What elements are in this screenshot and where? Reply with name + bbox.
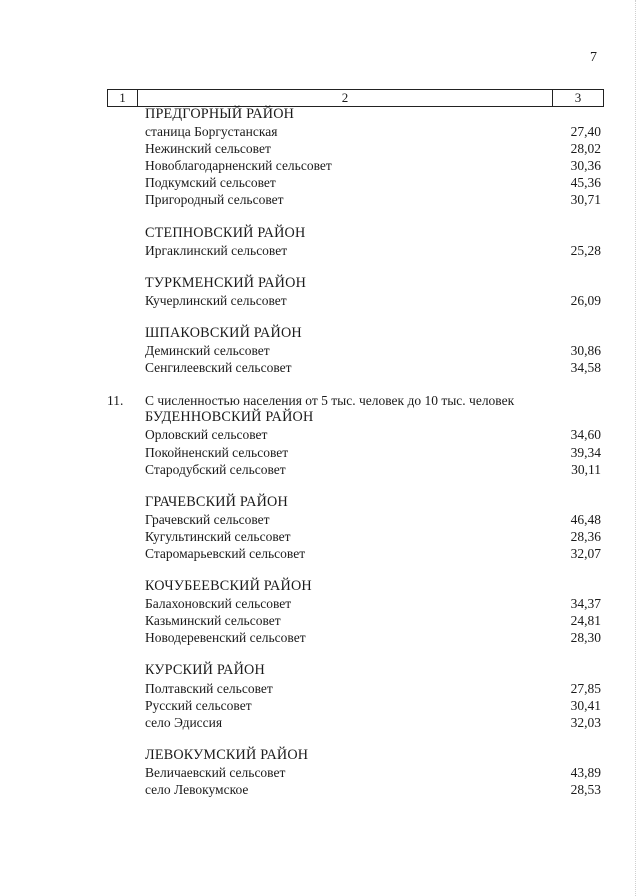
settlement-name: Грачевский сельсовет xyxy=(145,511,270,527)
settlement-name: Старомарьевский сельсовет xyxy=(145,545,306,561)
section-heading xyxy=(107,392,602,409)
settlement-name: Покойненский сельсовет xyxy=(145,444,289,460)
district-heading: ЛЕВОКУМСКИЙ РАЙОН xyxy=(145,746,309,763)
settlement-value: 28,36 xyxy=(570,528,601,544)
page-edge xyxy=(635,0,636,896)
settlement-name: Орловский сельсовет xyxy=(145,427,268,443)
district-heading: КОЧУБЕЕВСКИЙ РАЙОН xyxy=(145,578,312,595)
settlement-value: 25,28 xyxy=(570,242,601,258)
blocks-before-section xyxy=(107,106,602,376)
settlement-value: 28,53 xyxy=(570,782,601,797)
district-heading: ПРЕДГОРНЫЙ РАЙОН xyxy=(145,106,295,122)
settlement-name: Кугультинский сельсовет xyxy=(145,528,291,544)
settlement-name: Кучерлинский сельсовет xyxy=(145,292,287,308)
settlement-name: Нежинский сельсовет xyxy=(145,141,271,157)
district-block xyxy=(107,747,602,798)
district-heading: ТУРКМЕНСКИЙ РАЙОН xyxy=(145,274,307,291)
table-row xyxy=(107,292,602,309)
district-block xyxy=(107,578,602,646)
district-block xyxy=(107,106,602,209)
blocks-after-section xyxy=(107,409,602,798)
table-row xyxy=(107,612,602,629)
table-row xyxy=(107,680,602,697)
column-header-2: 2 xyxy=(138,90,553,106)
settlement-value: 30,41 xyxy=(570,697,601,713)
settlement-name: Казьминский сельсовет xyxy=(145,613,281,629)
table-row xyxy=(107,764,602,781)
settlement-value: 30,11 xyxy=(571,461,601,477)
settlement-name: Новоблагодарненский сельсовет xyxy=(145,158,332,174)
settlement-value: 32,07 xyxy=(570,545,601,561)
document-body xyxy=(107,106,602,814)
settlement-value: 27,85 xyxy=(570,680,601,696)
settlement-name: станица Боргустанская xyxy=(145,124,278,140)
table-row xyxy=(107,511,602,528)
settlement-value: 34,58 xyxy=(570,360,601,376)
settlement-name: Балахоновский сельсовет xyxy=(145,596,292,612)
table-row xyxy=(107,157,602,174)
settlement-value: 34,60 xyxy=(570,427,601,443)
table-row xyxy=(107,242,602,259)
settlement-value: 27,40 xyxy=(570,124,601,140)
section-text: С численностью населения от 5 тыс. человек до 10 тыс. человек xyxy=(145,393,515,409)
district-block xyxy=(107,325,602,376)
district-block xyxy=(107,275,602,309)
settlement-name: Подкумский сельсовет xyxy=(145,175,276,191)
settlement-value: 45,36 xyxy=(570,175,601,191)
district-block xyxy=(107,494,602,562)
district-block xyxy=(107,662,602,730)
table-row xyxy=(107,359,602,376)
table-row xyxy=(107,545,602,562)
settlement-value: 28,30 xyxy=(570,630,601,646)
district-heading: БУДЕННОВСКИЙ РАЙОН xyxy=(145,409,314,426)
district-heading: ШПАКОВСКИЙ РАЙОН xyxy=(145,324,302,341)
district-heading: КУРСКИЙ РАЙОН xyxy=(145,662,265,679)
district-heading: СТЕПНОВСКИЙ РАЙОН xyxy=(145,224,306,241)
page-number: 7 xyxy=(590,50,597,65)
table-row xyxy=(107,342,602,359)
column-header-3: 3 xyxy=(574,90,582,105)
settlement-name: Русский сельсовет xyxy=(145,697,252,713)
table-header xyxy=(107,89,604,107)
settlement-value: 32,03 xyxy=(570,714,601,730)
settlement-name: Величаевский сельсовет xyxy=(145,764,286,780)
settlement-name: Стародубский сельсовет xyxy=(145,461,286,477)
table-row xyxy=(107,426,602,443)
settlement-value: 34,37 xyxy=(570,596,601,612)
column-header-1: 1 xyxy=(108,90,138,106)
settlement-name: Иргаклинский сельсовет xyxy=(145,242,288,258)
table-row xyxy=(107,781,602,798)
settlement-value: 28,02 xyxy=(570,141,601,157)
table-row xyxy=(107,629,602,646)
table-row xyxy=(107,191,602,208)
table-row xyxy=(107,174,602,191)
table-row xyxy=(107,595,602,612)
settlement-value: 30,36 xyxy=(570,158,601,174)
settlement-name: Деминский сельсовет xyxy=(145,343,270,359)
settlement-value: 26,09 xyxy=(570,292,601,308)
settlement-value: 43,89 xyxy=(570,764,601,780)
settlement-name: Сенгилеевский сельсовет xyxy=(145,360,292,376)
settlement-value: 46,48 xyxy=(570,511,601,527)
district-heading: ГРАЧЕВСКИЙ РАЙОН xyxy=(145,493,288,510)
settlement-name: село Эдиссия xyxy=(145,714,223,730)
district-block xyxy=(107,225,602,259)
table-row xyxy=(107,123,602,140)
settlement-name: Новодеревенский сельсовет xyxy=(145,630,306,646)
table-row xyxy=(107,697,602,714)
settlement-name: Полтавский сельсовет xyxy=(145,680,273,696)
settlement-value: 30,71 xyxy=(570,192,601,208)
settlement-value: 39,34 xyxy=(570,444,601,460)
table-row xyxy=(107,140,602,157)
district-block xyxy=(107,409,602,477)
table-row xyxy=(107,461,602,478)
table-row xyxy=(107,528,602,545)
table-row xyxy=(107,444,602,461)
table-row xyxy=(107,714,602,731)
section-number: 11. xyxy=(107,393,124,409)
settlement-value: 30,86 xyxy=(570,343,601,359)
settlement-name: село Левокумское xyxy=(145,782,249,797)
settlement-name: Пригородный сельсовет xyxy=(145,192,284,208)
settlement-value: 24,81 xyxy=(570,613,601,629)
